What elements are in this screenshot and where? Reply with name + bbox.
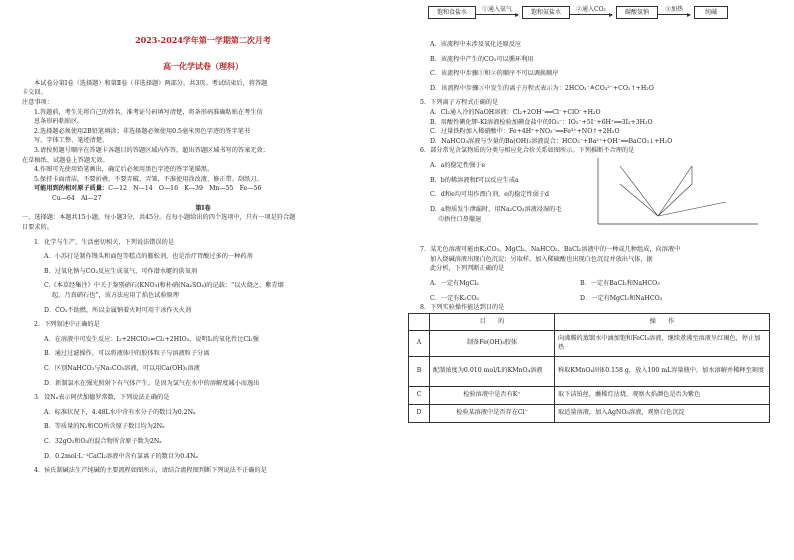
option-c: C．d和e均可用作漂白剂，e的稳定性弱于d xyxy=(430,191,549,199)
question-7-stem: 7．某无色溶液可能由K₂CO₃、MgCl₂、NaHCO₃、BaCl₂溶液中的一种或几种组成，向溶液中 xyxy=(420,246,681,254)
exam-title: 2023-2024学年第一学期第二次月考 xyxy=(135,35,271,45)
row-purpose: 检验某溶液中是否存在Cl⁻ xyxy=(430,404,555,422)
flow-box: 饱和食盐水 xyxy=(428,6,476,19)
flow-box: 碳酸氢钠 xyxy=(616,6,658,19)
experiment-table xyxy=(408,313,770,423)
flow-box: 饱和氨盐水 xyxy=(522,6,570,19)
option-b: B．该流程中产生的CO₂可以循环利用 xyxy=(430,55,534,63)
table-row xyxy=(409,356,770,386)
intro-line-2: 卡交回。 xyxy=(22,89,47,97)
option-c: C．该流程中步骤①和②的顺序不可以调换顺序 xyxy=(430,70,559,78)
option-a: A．小苏打是制作馒头和面包等糕点的膨松剂，也是治疗胃酸过多的一种药剂 xyxy=(44,253,253,261)
table-row xyxy=(409,386,770,404)
option-c: C．过量铁粉加入稀硝酸中：Fe+4H⁺+NO₃⁻══Fe³⁺+NO↑+2H₂O xyxy=(430,128,620,136)
row-label: B xyxy=(409,356,430,386)
option-b: B．过氧化钠与CO₂反应生成氧气，可作潜水艇的供氧剂 xyxy=(44,267,197,275)
row-operation: 向沸腾的蒸馏水中滴加饱和FeCl₃溶液，继续煮沸至溶液呈红褐色，停止加热 xyxy=(555,330,770,356)
flow-arrow xyxy=(570,6,612,15)
notes-title: 注意事项： xyxy=(22,99,53,106)
note-line: 4.作图可先使用铅笔画出，确定后必须用黑色字迹的签字笔描黑。 xyxy=(34,166,214,174)
flow-arrow-label: ②通入CO₂ xyxy=(576,6,606,13)
header-cell: 操 作 xyxy=(555,313,770,330)
note-line: 写，字体工整、笔迹清楚。 xyxy=(34,137,109,145)
exam-subtitle: 高一化学试卷（理科） xyxy=(163,61,243,72)
flow-arrow-label: ①通入氨气 xyxy=(481,6,512,13)
note-line: 在草稿纸、试题卷上答题无效。 xyxy=(22,156,109,164)
option-b: B．通过过滤操作，可以将液体中的胶体粒子与溶液粒子分离 xyxy=(44,350,210,358)
row-purpose: 配制浓度为0.010 mol/L的KMnO₄溶液 xyxy=(430,356,555,386)
option-b: B．b的稀溶液和f可以反应生成a xyxy=(430,176,519,184)
row-label: C xyxy=(409,386,430,404)
option-d: D．一定有MgCl₂和NaHCO₃ xyxy=(580,294,663,302)
question-7-stem-cont: 加入烧碱溶液出现白色沉淀；另取样，加入稀硫酸也出现白色沉淀并放出气体，据 xyxy=(430,255,653,263)
table-header-row xyxy=(409,313,770,330)
row-operation: 取适量溶液，加入AgNO₃溶液，观察白色沉淀 xyxy=(555,404,770,422)
question-6-stem: 6．部分常见含氯物质的分类与相应化合价关系如图所示。下列推断不合理的是 xyxy=(420,147,635,155)
intro-line-1: 本试卷分第Ⅰ卷（选择题）和第Ⅱ卷（非选择题）两部分，共3页。考试结束后，将答题 xyxy=(34,79,268,87)
row-label: D xyxy=(409,404,430,422)
option-d: D．a物质发生泄漏时，用Na₂CO₃溶液浸湿的毛 xyxy=(430,205,562,213)
option-c-cont: 起，乃真硝石也”，该方法应用了焰色试验原理 xyxy=(52,291,179,299)
option-d-cont: 巾捂住口鼻撤退 xyxy=(438,215,482,223)
option-c: C．32gO₂和O₃的混合物所含原子数为2Nₐ xyxy=(44,438,162,446)
question-5-stem: 5．下列离子方程式正确的是 xyxy=(420,99,499,107)
chlorine-valence-chart xyxy=(578,154,783,234)
flow-arrow-label: ③加热 xyxy=(664,6,683,13)
atomic-mass-values-2: Cu—64 Al—27 xyxy=(52,195,102,203)
table-row xyxy=(409,330,770,356)
row-operation: 称取KMnO₄固体0.158 g，放入100 mL容量瓶中，加水溶解并稀释至刻度 xyxy=(555,356,770,386)
header-cell xyxy=(409,313,430,330)
option-a: A．一定有MgCl₂ xyxy=(430,279,479,287)
option-c: C．一定有K₂CO₃ xyxy=(430,294,479,302)
question-7-stem-cont: 此分析，下列判断正确的是 xyxy=(430,265,505,273)
note-line: 2.选择题必须使用2B铅笔填涂；非选择题必须使用0.5毫米黑色字迹的签字笔书 xyxy=(34,127,251,135)
atomic-mass-label: 可能用到的相对原子质量： xyxy=(34,185,109,193)
option-d: D．该流程中步骤③中发生的离子方程式表示为：2HCO₃⁻≜CO₃²⁻+CO₂↑+H₂O xyxy=(430,84,654,92)
question-8-stem: 8．下列实验操作能达到目的是 xyxy=(420,304,505,312)
option-a: A．标准状况下，4.48L水中含有水分子的数目为0.2Nₐ xyxy=(44,408,196,416)
question-3-stem: 3．设Nₐ表示阿伏加德罗常数，下列说法正确的是 xyxy=(34,394,170,402)
section-intro: 目要求的。 xyxy=(22,223,53,231)
option-c: C.《本草经集注》中关于鉴别硝石(KNO₃)和朴硝(Na₂SO₄)的记载：“以火烧之，紫青烟 xyxy=(44,282,284,290)
option-d: D．0.2mol·L⁻¹CaCl₂溶液中含有氯离子的数目为0.4Nₐ xyxy=(44,452,198,460)
question-2-stem: 2．下列叙述中正确的是 xyxy=(34,321,100,329)
flow-box: 纯碱 xyxy=(694,6,728,19)
flow-arrow xyxy=(658,6,690,15)
atomic-mass-values: C—12 N—14 O—16 K—39 Mn—55 Fe—56 xyxy=(108,185,262,193)
section-intro: 一、选择题：本题共15小题，每小题3分，共45分。在每小题给出的四个选项中，只有一项是符合题 xyxy=(22,214,296,222)
note-line: 3.请按照题号顺序在答题卡各题目的答题区域内作答，超出答题区域书写的答案无效； xyxy=(34,147,269,155)
left-column xyxy=(22,0,384,560)
option-d: D．NaHCO₃溶液与少量的Ba(OH)₂溶液混合：HCO₃⁻+Ba²⁺+OH⁻══BaCO₃↓+H₂O xyxy=(430,137,673,145)
right-column xyxy=(408,0,776,560)
question-4-stem: 4．侯氏制碱法生产纯碱的主要流程如图所示，请结合流程图判断下列说法不正确的是 xyxy=(34,467,267,475)
option-b: B．等质量的N₂和CO所含原子数目均为2Nₐ xyxy=(44,423,165,431)
option-d: D．新制氯水在强光照射下有气体产生，是因为氯气在水中的溶解度减小而逸出 xyxy=(44,379,260,387)
question-1-stem: 1．化学与生产、生活密切相关，下列说法错误的是 xyxy=(34,238,175,246)
option-a: A．Cl₂通入冷的NaOH溶液：Cl₂+2OH⁻══Cl⁻+ClO⁻+H₂O xyxy=(430,109,601,117)
header-cell: 目 的 xyxy=(430,313,555,330)
option-a: A．在溶液中可发生反应：I₂+2HClO₃=Cl₂+2HIO₃，说明I₂的氧化性比Cl₂强 xyxy=(44,335,259,343)
option-d: D．CO₂不助燃，所以金属钠着火时可用干冰作灭火剂 xyxy=(44,306,192,314)
flow-arrow xyxy=(476,6,518,15)
option-b: B．一定有BaCl₂和NaHCO₃ xyxy=(580,279,660,287)
option-c: C．区别NaHCO₃与Na₂CO₃溶液，可以用Ca(OH)₂溶液 xyxy=(44,365,200,373)
row-purpose: 检验溶液中是否有K⁺ xyxy=(430,386,555,404)
note-line: 1.答题前，考生先将自己的姓名、准考证号码填写清楚，将条形码准确粘贴在考生信 xyxy=(34,108,263,116)
row-operation: 取下洁铂丝，蘸稀灯沾烧，观察火焰颜色是否为紫色 xyxy=(555,386,770,404)
table-row xyxy=(409,404,770,422)
row-purpose: 制备Fe(OH)₃胶体 xyxy=(430,330,555,356)
part-one-heading: 第Ⅰ卷 xyxy=(195,204,211,212)
process-flow-diagram xyxy=(408,4,776,40)
row-label: A xyxy=(409,330,430,356)
option-a: A．该流程中未涉及氧化还原反应 xyxy=(430,41,522,48)
option-b: B．用酸性碘化钾-KI溶液检验加碘食盐中的IO₃⁻：IO₃⁻+5I⁻+6H⁺══3I₂+3H₂O xyxy=(430,118,653,126)
option-a: A．a的稳定性强于e xyxy=(430,162,486,170)
note-line: 5.保持卡面清洁，不要折叠，不要弄破、弄皱，不准使用涂改液、修正带、刮纸刀。 xyxy=(34,175,263,183)
note-line: 息条形码粘贴区。 xyxy=(34,118,84,126)
